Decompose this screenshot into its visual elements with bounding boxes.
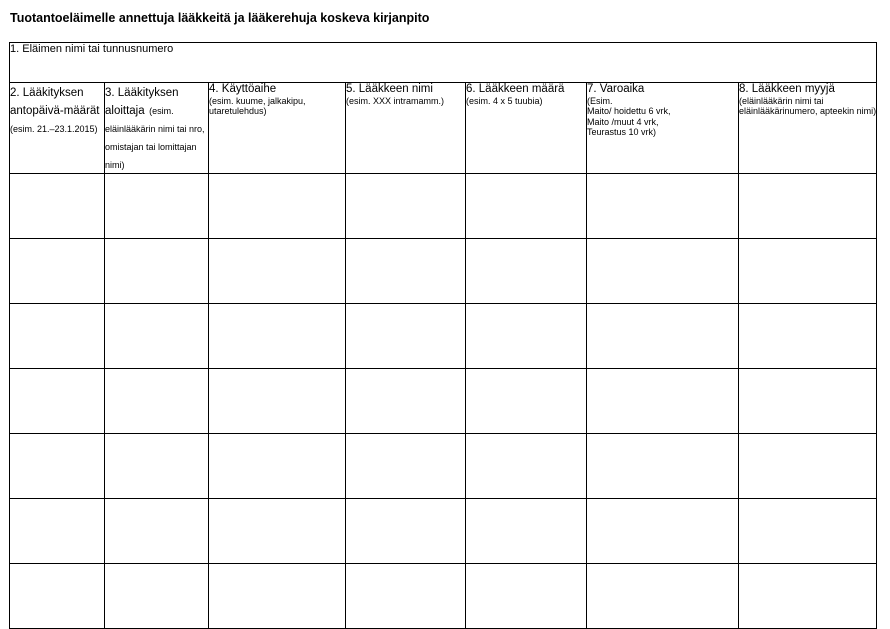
header-administration-dates <box>10 83 105 174</box>
header-title: 6. Lääkkeen määrä <box>466 83 565 95</box>
header-note: (esim. eläinlääkärin nimi tai nro, omistajan tai lomittajan nimi) <box>105 106 205 170</box>
animal-id-row <box>10 43 877 83</box>
header-medicine-amount <box>466 83 587 174</box>
entry-cell-withdrawal[interactable] <box>587 434 739 499</box>
document-title: Tuotantoeläimelle annettuja lääkkeitä ja lääkerehuja koskeva kirjanpito <box>10 11 430 25</box>
header-note: (esim. XXX intramamm.) <box>346 95 445 106</box>
entry-cell-amount[interactable] <box>466 239 587 304</box>
entry-row <box>10 564 877 629</box>
entry-row <box>10 369 877 434</box>
header-medicine-seller <box>739 83 877 174</box>
entry-row <box>10 174 877 239</box>
entry-cell-indication[interactable] <box>209 304 346 369</box>
header-title: 8. Lääkkeen myyjä <box>739 83 835 95</box>
header-note-line: Teurastus 10 vrk) <box>587 127 657 137</box>
entry-cell-withdrawal[interactable] <box>587 174 739 239</box>
entry-cell-indication[interactable] <box>209 239 346 304</box>
entry-cell-initiator[interactable] <box>105 304 209 369</box>
header-title: 7. Varoaika <box>587 83 645 95</box>
entry-cell-medicine-name[interactable] <box>346 239 466 304</box>
entry-cell-indication[interactable] <box>209 369 346 434</box>
animal-id-label: 1. Eläimen nimi tai tunnusnumero <box>10 43 174 55</box>
entry-cell-medicine-name[interactable] <box>346 499 466 564</box>
header-title: 3. Lääkityksen aloittaja <box>105 87 179 117</box>
header-title: 4. Käyttöaihe <box>209 83 277 95</box>
entry-row <box>10 239 877 304</box>
entry-row <box>10 304 877 369</box>
entry-cell-indication[interactable] <box>209 564 346 629</box>
entry-cell-seller[interactable] <box>739 369 877 434</box>
entry-cell-amount[interactable] <box>466 369 587 434</box>
entry-cell-dates[interactable] <box>10 304 105 369</box>
entry-cell-amount[interactable] <box>466 174 587 239</box>
header-indication <box>209 83 346 174</box>
entry-cell-medicine-name[interactable] <box>346 304 466 369</box>
entry-cell-dates[interactable] <box>10 369 105 434</box>
header-note: (esim. 4 x 5 tuubia) <box>466 95 543 106</box>
entry-cell-dates[interactable] <box>10 434 105 499</box>
entry-cell-initiator[interactable] <box>105 499 209 564</box>
entry-cell-dates[interactable] <box>10 499 105 564</box>
entry-cell-medicine-name[interactable] <box>346 369 466 434</box>
entry-cell-amount[interactable] <box>466 499 587 564</box>
header-note: (eläinlääkärin nimi tai eläinlääkärinumero, apteekin nimi) <box>739 95 877 116</box>
entry-cell-withdrawal[interactable] <box>587 239 739 304</box>
entry-cell-medicine-name[interactable] <box>346 434 466 499</box>
entry-row <box>10 499 877 564</box>
column-header-row <box>10 83 877 174</box>
entry-row <box>10 434 877 499</box>
entry-cell-amount[interactable] <box>466 304 587 369</box>
entry-cell-initiator[interactable] <box>105 434 209 499</box>
entry-cell-initiator[interactable] <box>105 564 209 629</box>
entry-cell-medicine-name[interactable] <box>346 564 466 629</box>
medication-record-table <box>9 42 877 629</box>
entry-cell-dates[interactable] <box>10 174 105 239</box>
entry-cell-dates[interactable] <box>10 564 105 629</box>
entry-cell-indication[interactable] <box>209 499 346 564</box>
entry-rows <box>10 174 877 629</box>
header-title: 5. Lääkkeen nimi <box>346 83 433 95</box>
header-note-line: Maito /muut 4 vrk, <box>587 116 659 127</box>
entry-cell-seller[interactable] <box>739 564 877 629</box>
entry-cell-medicine-name[interactable] <box>346 174 466 239</box>
header-medicine-name <box>346 83 466 174</box>
entry-cell-seller[interactable] <box>739 499 877 564</box>
entry-cell-initiator[interactable] <box>105 174 209 239</box>
entry-cell-seller[interactable] <box>739 239 877 304</box>
entry-cell-indication[interactable] <box>209 434 346 499</box>
header-withdrawal-period <box>587 83 739 174</box>
header-title: 2. Lääkityksen antopäivä-määrät <box>10 87 100 117</box>
entry-cell-seller[interactable] <box>739 174 877 239</box>
header-note-line: (Esim. <box>587 95 613 106</box>
entry-cell-amount[interactable] <box>466 564 587 629</box>
entry-cell-dates[interactable] <box>10 239 105 304</box>
entry-cell-withdrawal[interactable] <box>587 499 739 564</box>
header-note-line: Maito/ hoidettu 6 vrk, <box>587 106 671 116</box>
header-note: (esim. kuume, jalkakipu, utaretulehdus) <box>209 95 306 116</box>
header-medication-initiator <box>105 83 209 174</box>
entry-cell-seller[interactable] <box>739 304 877 369</box>
header-note: (esim. 21.–23.1.2015) <box>10 124 98 134</box>
animal-id-field[interactable] <box>10 43 877 83</box>
entry-cell-withdrawal[interactable] <box>587 564 739 629</box>
entry-cell-amount[interactable] <box>466 434 587 499</box>
entry-cell-withdrawal[interactable] <box>587 304 739 369</box>
entry-cell-withdrawal[interactable] <box>587 369 739 434</box>
entry-cell-initiator[interactable] <box>105 369 209 434</box>
entry-cell-initiator[interactable] <box>105 239 209 304</box>
entry-cell-seller[interactable] <box>739 434 877 499</box>
entry-cell-indication[interactable] <box>209 174 346 239</box>
